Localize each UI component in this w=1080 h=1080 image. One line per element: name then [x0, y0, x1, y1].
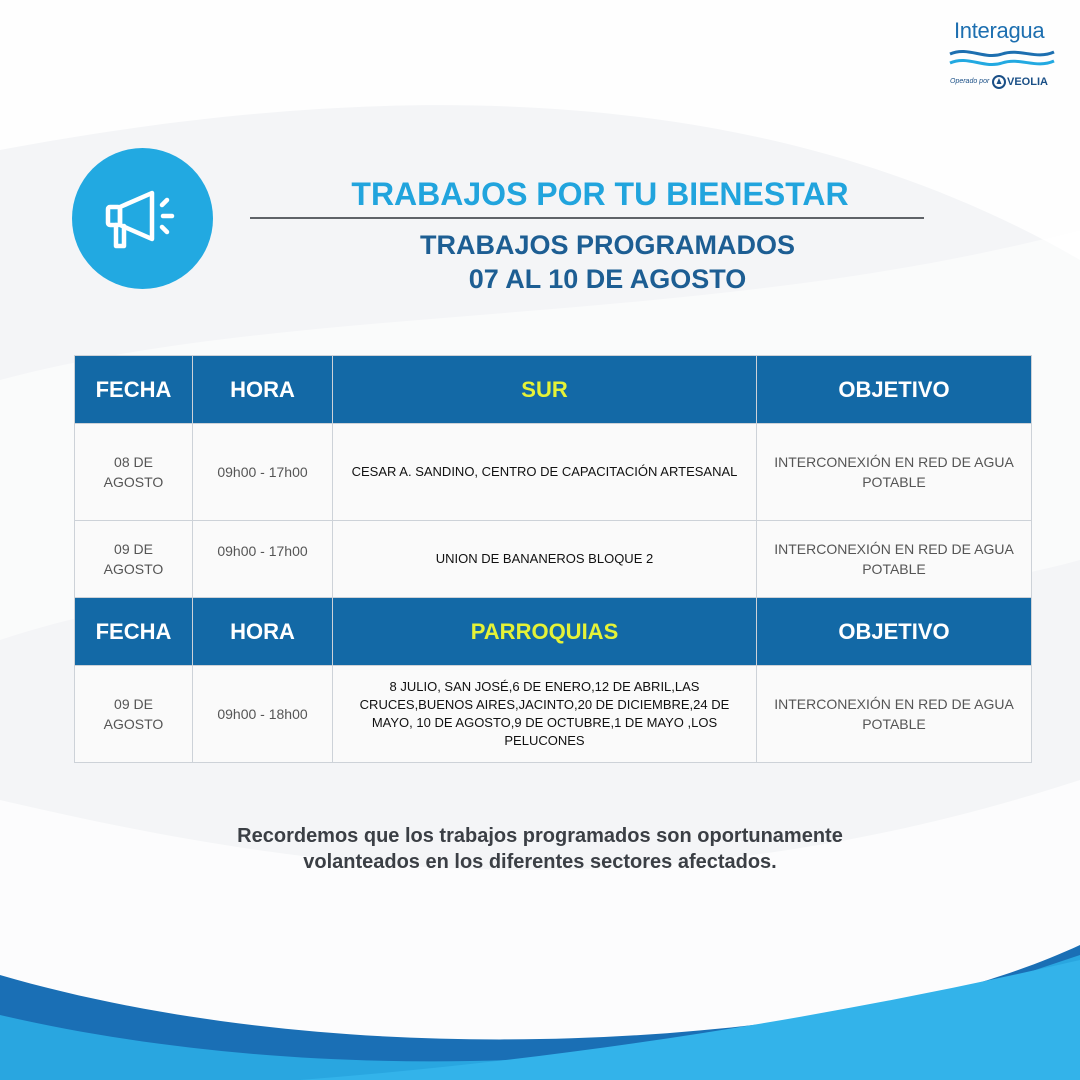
header-parroquias: PARROQUIAS [333, 598, 757, 666]
header-objetivo: OBJETIVO [757, 356, 1032, 424]
cell-hora: 09h00 - 17h00 [193, 424, 333, 521]
title-divider [250, 217, 924, 219]
cell-objetivo: INTERCONEXIÓN EN RED DE AGUA POTABLE [757, 521, 1032, 598]
subtitle [250, 228, 965, 296]
cell-objetivo: INTERCONEXIÓN EN RED DE AGUA POTABLE [757, 666, 1032, 763]
logo-operated-by: Operado por [950, 78, 990, 85]
logo-partner: VEOLIA [1007, 76, 1048, 88]
cell-lugar: 8 JULIO, SAN JOSÉ,6 DE ENERO,12 DE ABRIL,LAS CRUCES,BUENOS AIRES,JACINTO,20 DE DICIEMBRE,24 DE MAYO, 10 DE AGOSTO,9 DE OCTUBRE,1 DE MAYO ,LOS PELUCONES [333, 666, 757, 763]
cell-hora: 09h00 - 17h00 [193, 521, 333, 598]
logo-waves-icon [948, 46, 1056, 72]
cell-fecha: 09 DE AGOSTO [75, 666, 193, 763]
megaphone-badge [72, 148, 213, 289]
table-row [75, 666, 1032, 763]
header-hora: HORA [193, 356, 333, 424]
footer-line-2: volanteados en los diferentes sectores afectados. [303, 851, 777, 873]
cell-lugar: CESAR A. SANDINO, CENTRO DE CAPACITACIÓN ARTESANAL [333, 424, 757, 521]
header-objetivo: OBJETIVO [757, 598, 1032, 666]
megaphone-icon [102, 188, 186, 252]
schedule-table [74, 355, 1032, 763]
cell-fecha: 08 DE AGOSTO [75, 424, 193, 521]
subtitle-line-1: TRABAJOS PROGRAMADOS [419, 230, 796, 260]
logo-wordmark: Interagua [954, 18, 1045, 43]
table-row [75, 521, 1032, 598]
table-header-parroquias [75, 598, 1032, 666]
cell-objetivo: INTERCONEXIÓN EN RED DE AGUA POTABLE [757, 424, 1032, 521]
table-row [75, 424, 1032, 521]
table-header-sur [75, 356, 1032, 424]
footer-note [150, 823, 930, 875]
cell-lugar: UNION DE BANANEROS BLOQUE 2 [333, 521, 757, 598]
interagua-logo [944, 18, 1060, 92]
cell-fecha: 09 DE AGOSTO [75, 521, 193, 598]
header-fecha: FECHA [75, 598, 193, 666]
header-fecha: FECHA [75, 356, 193, 424]
footer-line-1: Recordemos que los trabajos programados son oportunamente [237, 825, 843, 847]
header-sur: SUR [333, 356, 757, 424]
veolia-icon [992, 75, 1006, 89]
cell-hora: 09h00 - 18h00 [193, 666, 333, 763]
main-title: TRABAJOS POR TU BIENESTAR [351, 176, 849, 212]
subtitle-line-2: 07 AL 10 DE AGOSTO [468, 264, 747, 294]
header-hora: HORA [193, 598, 333, 666]
